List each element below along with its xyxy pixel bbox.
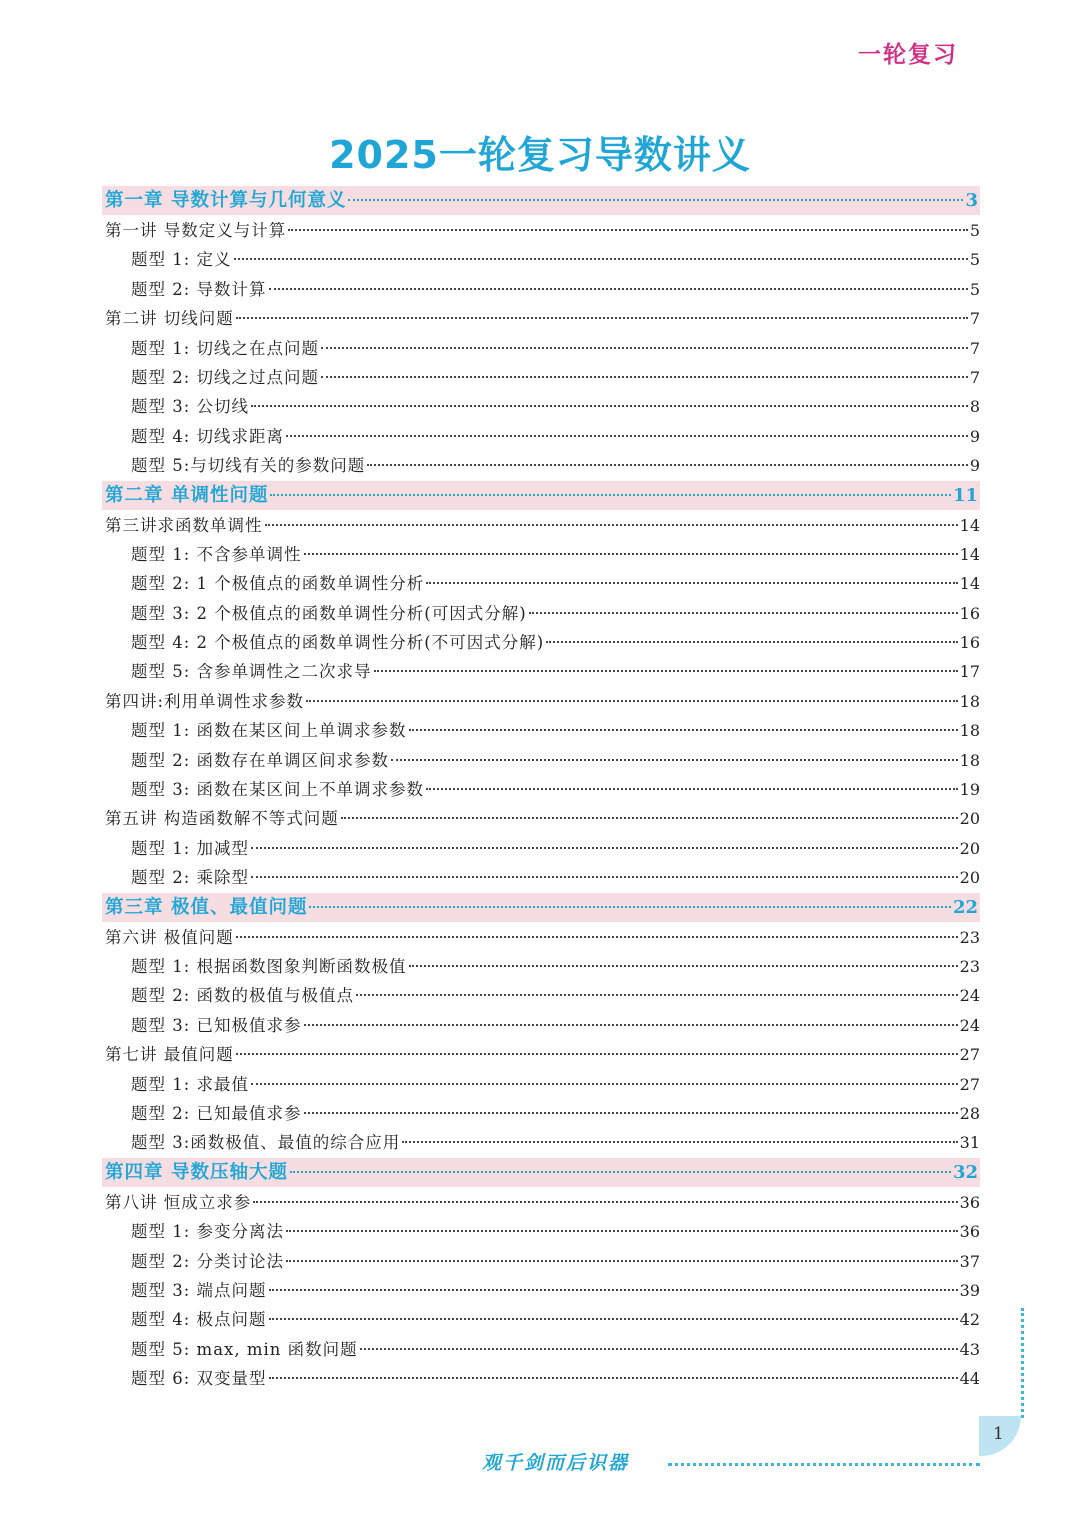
- toc-entry-page: 7: [969, 367, 980, 387]
- toc-topic-row[interactable]: [102, 569, 980, 598]
- toc-entry-page: 22: [952, 896, 978, 918]
- toc-entry-label: 题型 2: 函数的极值与极值点: [131, 986, 355, 1006]
- dot-leader: [360, 1347, 958, 1350]
- side-dotted-line: [1021, 1308, 1024, 1418]
- toc-entry-label: 题型 5: 含参单调性之二次求导: [131, 662, 372, 682]
- toc-entry-page: 43: [959, 1339, 980, 1359]
- dot-leader: [253, 1200, 957, 1203]
- dot-leader: [304, 1111, 958, 1114]
- toc-topic-row[interactable]: [102, 746, 980, 775]
- toc-entry-label: 第三章 极值、最值问题: [105, 896, 308, 918]
- toc-topic-row[interactable]: [102, 540, 980, 569]
- dot-leader: [306, 699, 958, 702]
- page-number-tab: [979, 1416, 1021, 1456]
- toc-topic-row[interactable]: [102, 952, 980, 981]
- toc-topic-row[interactable]: [102, 863, 980, 892]
- toc-entry-label: 第一章 导数计算与几何意义: [105, 190, 347, 211]
- toc-entry-label: 题型 4: 极点问题: [131, 1310, 267, 1330]
- toc-topic-row[interactable]: [102, 599, 980, 628]
- dot-leader: [236, 935, 958, 938]
- toc-entry-page: 23: [959, 927, 980, 947]
- toc-entry-page: 7: [969, 309, 980, 329]
- dot-leader: [367, 463, 968, 466]
- dot-leader: [269, 1288, 958, 1291]
- toc-entry-label: 第二讲 切线问题: [105, 309, 234, 329]
- document-title: 2025一轮复习导数讲义: [329, 133, 751, 177]
- toc-entry-label: 题型 3:函数极值、最值的综合应用: [131, 1133, 401, 1153]
- toc-entry-page: 20: [959, 868, 980, 888]
- toc-entry-page: 8: [969, 397, 980, 417]
- dot-leader: [356, 993, 958, 996]
- toc-entry-page: 3: [965, 190, 978, 211]
- dot-leader: [286, 1259, 958, 1262]
- toc-entry-label: 题型 1: 定义: [131, 250, 232, 270]
- toc-entry-label: 题型 1: 函数在某区间上单调求参数: [131, 721, 407, 741]
- toc-topic-row[interactable]: [102, 1128, 980, 1157]
- toc-entry-page: 7: [969, 338, 980, 358]
- toc-lecture-row[interactable]: [102, 1040, 980, 1069]
- dot-leader: [321, 346, 968, 349]
- toc-entry-page: 39: [959, 1280, 980, 1300]
- toc-entry-page: 20: [959, 838, 980, 858]
- toc-topic-row[interactable]: [102, 334, 980, 363]
- dot-leader: [286, 1229, 958, 1232]
- toc-topic-row[interactable]: [102, 834, 980, 863]
- toc-entry-page: 36: [959, 1222, 980, 1242]
- toc-entry-label: 题型 3: 函数在某区间上不单调求参数: [131, 780, 425, 800]
- toc-topic-row[interactable]: [102, 657, 980, 686]
- toc-topic-row[interactable]: [102, 275, 980, 304]
- toc-lecture-row[interactable]: [102, 216, 980, 245]
- dot-leader: [402, 1140, 957, 1143]
- toc-entry-label: 第七讲 最值问题: [105, 1045, 234, 1065]
- dot-leader: [348, 198, 963, 201]
- dot-leader: [341, 816, 958, 819]
- toc-entry-label: 题型 1: 求最值: [131, 1074, 250, 1094]
- toc-lecture-row[interactable]: [102, 804, 980, 833]
- dot-leader: [251, 875, 958, 878]
- dot-leader: [251, 1082, 958, 1085]
- toc-entry-page: 11: [952, 484, 978, 506]
- toc-entry-label: 题型 3: 已知极值求参: [131, 1015, 302, 1035]
- toc-topic-row[interactable]: [102, 451, 980, 480]
- footer-motto: 观千剑而后识器: [482, 1452, 630, 1474]
- toc-entry-page: 42: [959, 1310, 980, 1330]
- toc-entry-label: 第八讲 恒成立求参: [105, 1192, 252, 1212]
- dot-leader: [426, 581, 957, 584]
- dot-leader: [265, 523, 958, 526]
- toc-entry-label: 题型 5: max, min 函数问题: [131, 1339, 358, 1359]
- toc-entry-label: 题型 2: 1 个极值点的函数单调性分析: [131, 574, 425, 594]
- toc-entry-page: 32: [952, 1161, 978, 1183]
- toc-chapter-row[interactable]: [102, 186, 980, 215]
- toc-topic-row[interactable]: [102, 775, 980, 804]
- dot-leader: [251, 404, 968, 407]
- toc-entry-label: 题型 1: 不含参单调性: [131, 544, 302, 564]
- dot-leader: [236, 1052, 958, 1055]
- toc-entry-page: 18: [959, 721, 980, 741]
- toc-topic-row[interactable]: [102, 1011, 980, 1040]
- toc-topic-row[interactable]: [102, 1335, 980, 1364]
- toc-entry-label: 第一讲 导数定义与计算: [105, 221, 287, 240]
- toc-topic-row[interactable]: [102, 628, 980, 657]
- toc-entry-label: 题型 1: 根据函数图象判断函数极值: [131, 956, 407, 976]
- toc-topic-row[interactable]: [102, 1305, 980, 1334]
- toc-topic-row[interactable]: [102, 1364, 980, 1393]
- dot-leader: [270, 493, 950, 496]
- toc-entry-label: 题型 4: 2 个极值点的函数单调性分析(不可因式分解): [131, 633, 545, 653]
- toc-entry-page: 27: [959, 1045, 980, 1065]
- toc-entry-page: 14: [959, 515, 980, 535]
- dot-leader: [269, 287, 968, 290]
- toc-topic-row[interactable]: [102, 422, 980, 451]
- dot-leader: [409, 728, 958, 731]
- toc-entry-page: 20: [959, 809, 980, 829]
- toc-lecture-row[interactable]: [102, 1188, 980, 1217]
- toc-entry-page: 36: [959, 1192, 980, 1212]
- toc-entry-label: 题型 2: 分类讨论法: [131, 1251, 285, 1271]
- toc-entry-label: 第四讲:利用单调性求参数: [105, 691, 305, 711]
- dot-leader: [304, 552, 958, 555]
- header-tag: 一轮复习: [858, 42, 958, 68]
- toc-topic-row[interactable]: [102, 392, 980, 421]
- table-of-contents: [102, 186, 980, 1393]
- dot-leader: [288, 228, 968, 231]
- toc-entry-label: 题型 6: 双变量型: [131, 1369, 267, 1389]
- dot-leader: [309, 905, 950, 908]
- toc-entry-page: 17: [959, 662, 980, 682]
- toc-entry-page: 24: [959, 986, 980, 1006]
- toc-entry-label: 第五讲 构造函数解不等式问题: [105, 809, 339, 829]
- dot-leader: [286, 434, 968, 437]
- toc-topic-row[interactable]: [102, 245, 980, 274]
- toc-topic-row[interactable]: [102, 1070, 980, 1099]
- toc-entry-page: 19: [959, 780, 980, 800]
- toc-entry-page: 5: [969, 250, 980, 270]
- dot-leader: [546, 640, 957, 643]
- toc-entry-page: 31: [959, 1133, 980, 1153]
- dot-leader: [269, 1317, 958, 1320]
- toc-entry-label: 题型 3: 2 个极值点的函数单调性分析(可因式分解): [131, 603, 527, 623]
- toc-topic-row[interactable]: [102, 981, 980, 1010]
- toc-entry-label: 题型 2: 函数存在单调区间求参数: [131, 750, 390, 770]
- toc-entry-page: 9: [969, 426, 980, 446]
- toc-lecture-row[interactable]: [102, 304, 980, 333]
- toc-entry-page: 24: [959, 1015, 980, 1035]
- dot-leader: [269, 1376, 958, 1379]
- toc-entry-label: 题型 2: 导数计算: [131, 279, 267, 299]
- toc-entry-label: 题型 1: 参变分离法: [131, 1222, 285, 1242]
- toc-entry-label: 题型 2: 切线之过点问题: [131, 367, 320, 387]
- dot-leader: [304, 1023, 958, 1026]
- dot-leader: [374, 669, 958, 672]
- toc-entry-page: 5: [969, 221, 980, 240]
- toc-entry-page: 16: [959, 633, 980, 653]
- toc-entry-label: 第四章 导数压轴大题: [105, 1161, 288, 1183]
- toc-entry-label: 题型 3: 端点问题: [131, 1280, 267, 1300]
- toc-entry-label: 题型 5:与切线有关的参数问题: [131, 456, 366, 476]
- toc-chapter-row[interactable]: [102, 481, 980, 510]
- dot-leader: [409, 964, 958, 967]
- toc-topic-row[interactable]: [102, 1276, 980, 1305]
- page-number: 1: [993, 1424, 1004, 1444]
- toc-chapter-row[interactable]: [102, 893, 980, 922]
- toc-entry-page: 14: [959, 544, 980, 564]
- toc-topic-row[interactable]: [102, 1247, 980, 1276]
- toc-entry-page: 44: [959, 1369, 980, 1389]
- toc-entry-page: 9: [969, 456, 980, 476]
- toc-lecture-row[interactable]: [102, 511, 980, 540]
- toc-entry-page: 27: [959, 1074, 980, 1094]
- toc-entry-page: 28: [959, 1103, 980, 1123]
- toc-entry-page: 5: [969, 279, 980, 299]
- toc-lecture-row[interactable]: [102, 687, 980, 716]
- toc-entry-label: 题型 2: 已知最值求参: [131, 1103, 302, 1123]
- toc-entry-label: 第三讲求函数单调性: [105, 515, 263, 535]
- dot-leader: [321, 375, 968, 378]
- dot-leader: [290, 1170, 951, 1173]
- toc-chapter-row[interactable]: [102, 1158, 980, 1187]
- footer-dotted-line: [668, 1463, 980, 1466]
- toc-entry-page: 16: [959, 603, 980, 623]
- toc-entry-page: 18: [959, 691, 980, 711]
- toc-topic-row[interactable]: [102, 363, 980, 392]
- toc-topic-row[interactable]: [102, 1217, 980, 1246]
- toc-entry-label: 题型 3: 公切线: [131, 397, 250, 417]
- dot-leader: [426, 787, 958, 790]
- toc-entry-label: 题型 1: 加减型: [131, 838, 250, 858]
- dot-leader: [251, 846, 958, 849]
- toc-entry-label: 题型 1: 切线之在点问题: [131, 338, 320, 358]
- toc-topic-row[interactable]: [102, 716, 980, 745]
- toc-entry-label: 题型 2: 乘除型: [131, 868, 250, 888]
- dot-leader: [391, 758, 958, 761]
- toc-entry-page: 37: [959, 1251, 980, 1271]
- toc-entry-page: 18: [959, 750, 980, 770]
- dot-leader: [234, 257, 968, 260]
- dot-leader: [529, 611, 958, 614]
- dot-leader: [236, 316, 968, 319]
- toc-entry-label: 第二章 单调性问题: [105, 484, 269, 506]
- toc-topic-row[interactable]: [102, 1099, 980, 1128]
- toc-lecture-row[interactable]: [102, 923, 980, 952]
- toc-entry-page: 23: [959, 956, 980, 976]
- toc-entry-page: 14: [959, 574, 980, 594]
- toc-entry-label: 题型 4: 切线求距离: [131, 426, 285, 446]
- toc-entry-label: 第六讲 极值问题: [105, 927, 234, 947]
